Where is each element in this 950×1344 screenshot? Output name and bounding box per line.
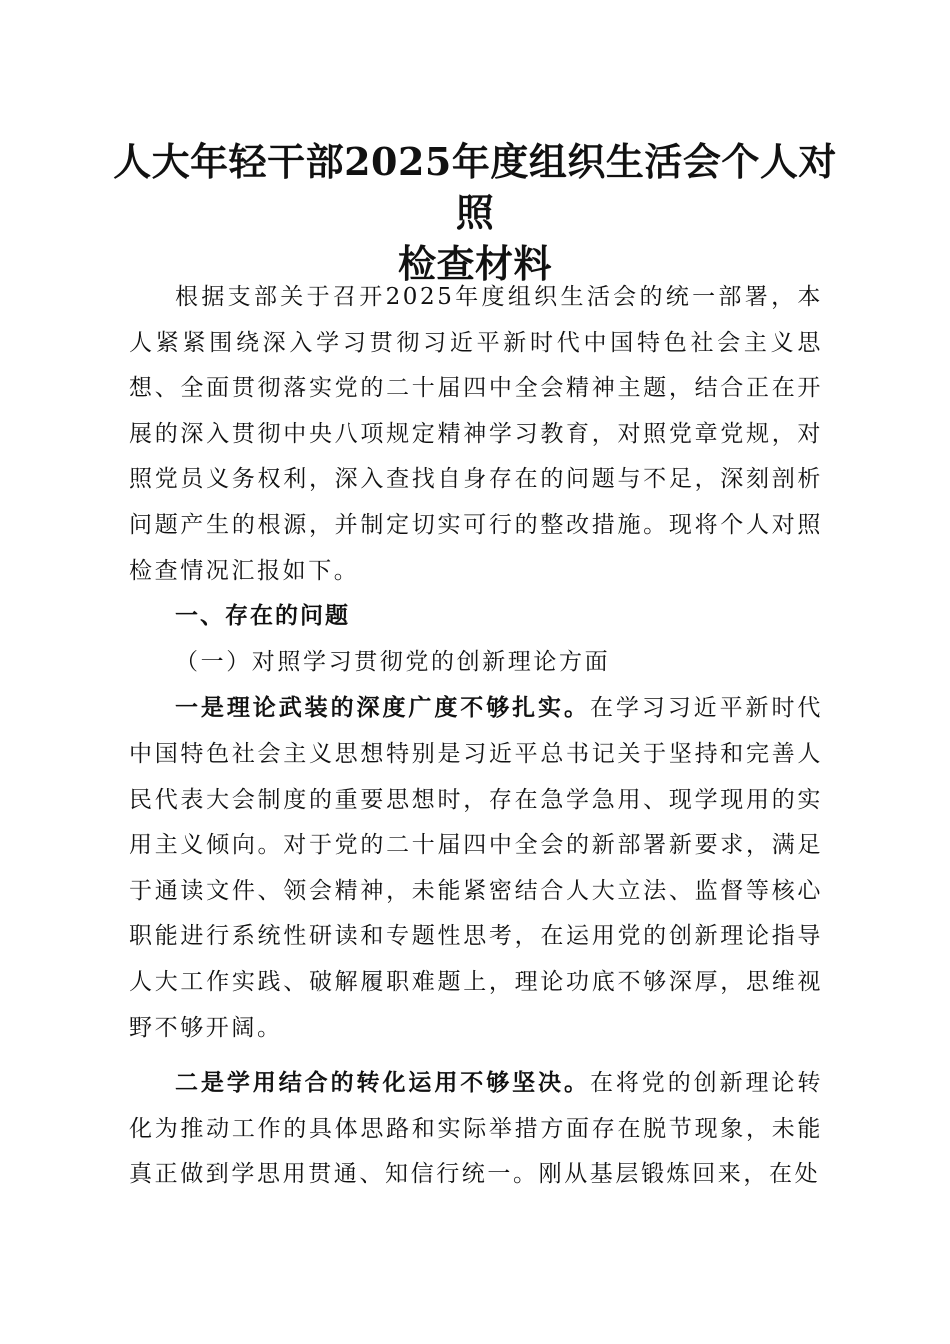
- section-heading-problems: 一、存在的问题: [175, 603, 350, 630]
- point-2-body: 在将党的创新理论转化为推动工作的具体思路和实际举措方面存在脱节现象，未能真正做到学思用贯通、知信行统一。刚从基层锻炼回来，在处: [129, 1070, 823, 1188]
- title-line-2: 检查材料: [397, 241, 552, 286]
- point-paragraph-2: [129, 1060, 823, 1198]
- point-1-lead: 一是理论武装的深度广度不够扎实。: [175, 694, 590, 722]
- intro-paragraph: 根据支部关于召开2025年度组织生活会的统一部署，本人紧紧围绕深入学习贯彻习近平新时代中国特色社会主义思想、全面贯彻落实党的二十届四中全会精神主题，结合正在开展的深入贯彻中央八项规定精神学习教育，对照党章党规，对照党员义务权利，深入查找自身存在的问题与不足，深刻剖析问题产生的根源，并制定切实可行的整改措施。现将个人对照检查情况汇报如下。: [129, 284, 823, 584]
- document-title: [100, 136, 850, 289]
- point-paragraph-1: [129, 685, 823, 1051]
- point-2-lead: 二是学用结合的转化运用不够坚决。: [175, 1069, 590, 1097]
- title-line-1: 人大年轻干部2025年度组织生活会个人对照: [113, 139, 837, 235]
- point-1-body: 在学习习近平新时代中国特色社会主义思想特别是习近平总书记关于坚持和完善人民代表大会制度的重要思想时，存在急学急用、现学现用的实用主义倾向。对于党的二十届四中全会的新部署新要求，满足于通读文件、领会精神，未能紧密结合人大立法、监督等核心职能进行系统性研读和专题性思考，在运用党的创新理论指导人大工作实践、破解履职难题上，理论功底不够深厚，思维视野不够开阔。: [129, 695, 823, 1041]
- document-body: [129, 275, 823, 1198]
- paragraph-gap: [129, 1051, 823, 1060]
- subsection-heading-theory: （一）对照学习贯彻党的创新理论方面: [175, 648, 611, 675]
